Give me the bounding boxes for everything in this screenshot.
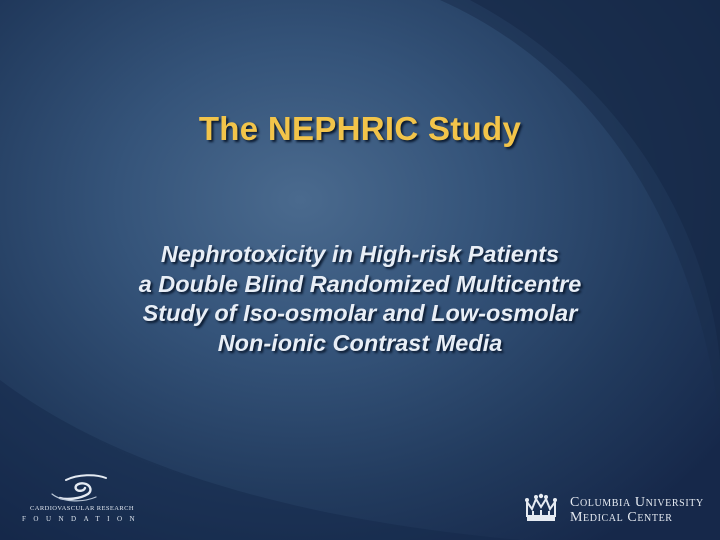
cumc-medical-center: Medical Center xyxy=(570,510,673,525)
crown-icon xyxy=(524,492,558,524)
cumc-university: Columbia University xyxy=(570,495,704,510)
subtitle-line: Nephrotoxicity in High-risk Patients xyxy=(160,241,560,267)
crf-name: CARDIOVASCULAR RESEARCH xyxy=(30,505,134,512)
slide-title: The NEPHRIC Study xyxy=(198,110,522,147)
crf-swirl-icon xyxy=(22,472,142,504)
subtitle-line: a Double Blind Randomized Multicentre xyxy=(138,270,582,297)
crf-foundation: FOUNDATION xyxy=(22,515,143,523)
slide-subtitle xyxy=(40,240,680,358)
crf-logo xyxy=(22,472,142,528)
subtitle-line: Study of Iso-osmolar and Low-osmolar xyxy=(142,300,578,326)
subtitle-line: Non-ionic Contrast Media xyxy=(217,329,503,356)
cumc-logo xyxy=(524,490,704,526)
